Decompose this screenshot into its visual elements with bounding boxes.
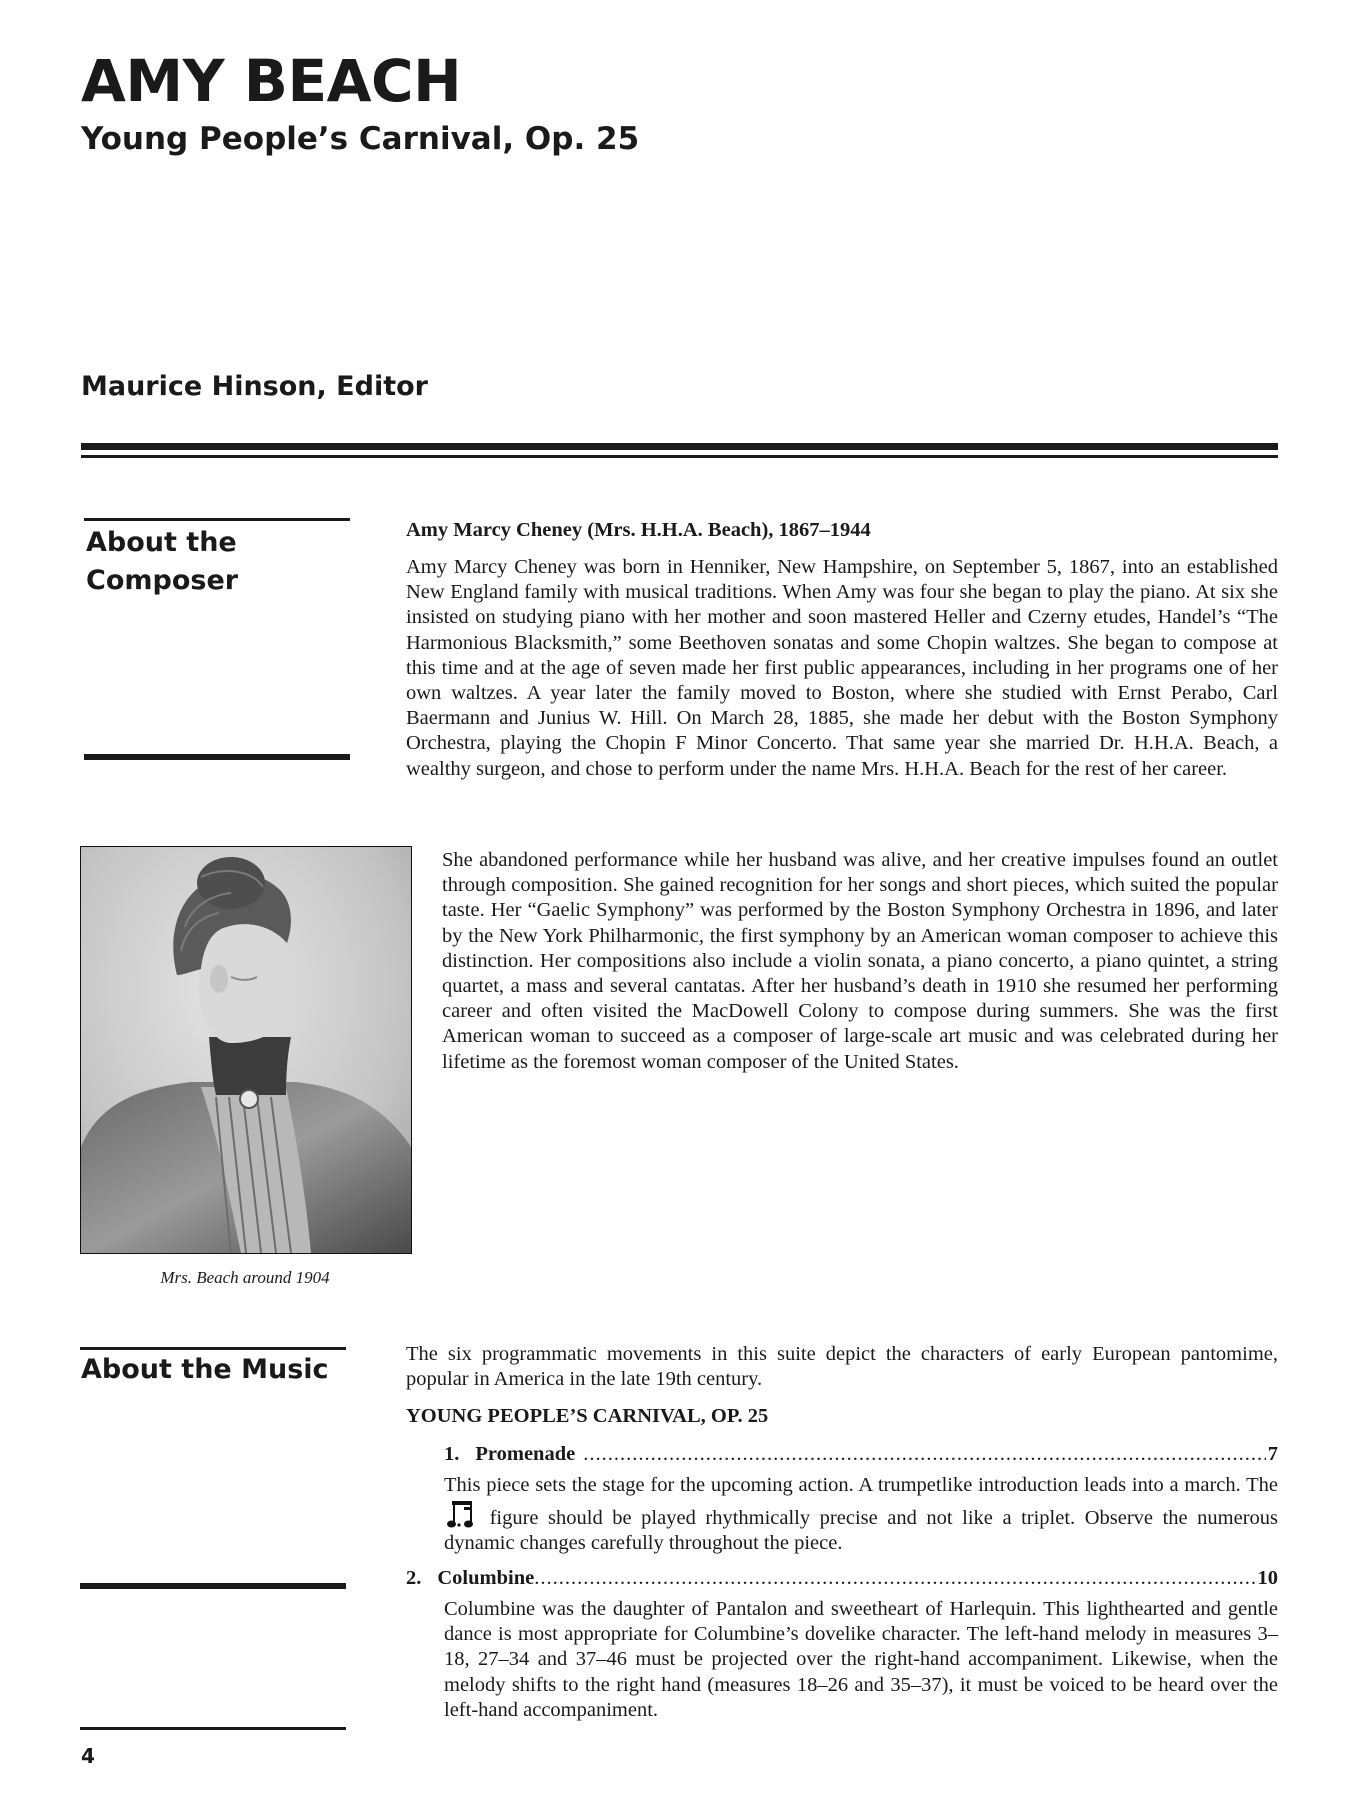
music-intro: The six programmatic movements in this suite depict the characters of early European pantomime, popular in America in the late 19th century. — [406, 1343, 1278, 1391]
dotted-eighth-sixteenth-note-icon — [447, 1498, 477, 1530]
music-heading-rule-top — [80, 1347, 346, 1350]
movement-2-description: Columbine was the daughter of Pantalon and sweetheart of Harlequin. This lighthearted and gentle dance is most appropriate for Columbine’s dovelike character. The left-hand melody in measures 3–18, 27–34 and 37–46 must be projected over the right-hand accompaniment. Likewise, when the melody shifts to the right hand (measures 18–26 and 35–37), it must be voiced to be heard over the left-hand accompaniment. — [444, 1598, 1278, 1721]
about-composer-heading — [86, 524, 346, 601]
composer-bio-paragraph-1: Amy Marcy Cheney was born in Henniker, New Hampshire, on September 5, 1867, into an established New England family with musical traditions. When Amy was four she began to play the piano. At six she insisted on studying piano with her mother and soon mastered Heller and Czerny etudes, Handel’s “The Harmonious Blacksmith,” some Beethoven sonatas and some Chopin waltzes. She began to compose at this time and at the age of seven made her first public appearances, including in her programs one of her own waltzes. A year later the family moved to Boston, where she studied with Ernst Perabo, Carl Baermann and Junius W. Hill. On March 28, 1885, she made her debut with the Boston Symphony Orchestra, playing the Chopin F Minor Concerto. That same year she married Dr. H.H.A. Beach, a wealthy surgeon, and chose to perform under the name Mrs. H.H.A. Beach for the rest of her career. — [406, 556, 1278, 780]
movement-1-text-before: This piece sets the stage for the upcoming action. A trumpetlike introduction leads into a march. The — [444, 1474, 1278, 1496]
movement-2-leader-dots — [534, 1566, 1255, 1591]
movement-1-description — [444, 1473, 1278, 1557]
movement-2-number: 2. — [406, 1567, 422, 1589]
editor-credit: Maurice Hinson, Editor — [81, 371, 428, 402]
movement-1-leader-dots — [583, 1442, 1266, 1467]
composer-heading-rule-bottom — [84, 754, 350, 760]
music-heading-rule-bottom — [80, 1583, 346, 1589]
suite-title: YOUNG PEOPLE’S CARNIVAL, OP. 25 — [406, 1405, 769, 1427]
movement-1-page: 7 — [1267, 1443, 1278, 1465]
work-title: Young People’s Carnival, Op. 25 — [81, 121, 640, 157]
header-rule-thick — [81, 443, 1278, 450]
composer-heading-rule-top — [84, 518, 350, 521]
portrait-illustration — [81, 847, 411, 1253]
movement-1-title: Promenade — [475, 1443, 576, 1465]
composer-bio-paragraph-2: She abandoned performance while her husband was alive, and her creative impulses found an outlet through composition. She gained recognition for her songs and short pieces, which suited the popular taste. Her “Gaelic Symphony” was performed by the Boston Symphony Orchestra in 1896, and later by the New York Philharmonic, the first symphony by an American woman composer to achieve this distinction. Her compositions also include a violin sonata, a piano concerto, a piano quintet, a string quartet, a mass and several cantatas. After her husband’s death in 1910 she resumed her performing career and often visited the MacDowell Colony to compose during summers. She was the first American woman to succeed as a composer of large-scale art music and was celebrated during her lifetime as the foremost woman composer of the United States. — [442, 849, 1278, 1073]
movement-2-title: Columbine — [437, 1567, 535, 1589]
photo-caption: Mrs. Beach around 1904 — [160, 1268, 330, 1287]
footer-rule — [80, 1727, 346, 1730]
page-number: 4 — [81, 1744, 95, 1768]
header-rule-thin — [81, 455, 1278, 458]
composer-portrait-photo — [80, 846, 412, 1254]
movement-1-entry — [444, 1442, 1278, 1467]
movement-2-page: 10 — [1257, 1567, 1278, 1589]
movement-1-text-after: figure should be played rhythmically precise and not like a triplet. Observe the numerous dynamic changes carefully throughout the piece. — [444, 1507, 1279, 1555]
about-composer-heading-line2: Composer — [86, 565, 239, 597]
composer-name: AMY BEACH — [81, 47, 462, 115]
composer-subheading: Amy Marcy Cheney (Mrs. H.H.A. Beach), 1867–1944 — [406, 519, 871, 541]
about-music-heading: About the Music — [81, 1354, 329, 1385]
about-composer-heading-line1: About the — [86, 527, 237, 558]
movement-1-number: 1. — [444, 1443, 460, 1465]
movement-2-entry — [406, 1566, 1278, 1591]
